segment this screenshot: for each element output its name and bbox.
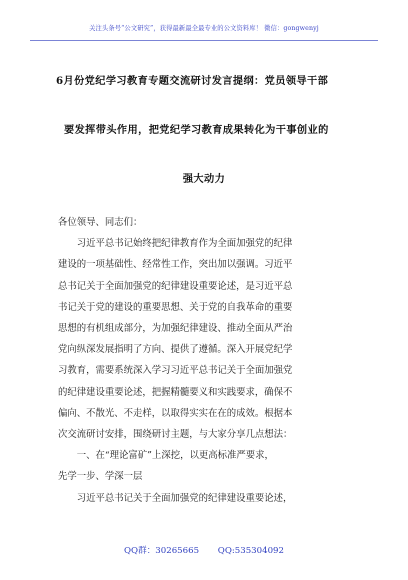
footer-contact — [0, 544, 408, 556]
document-title-line-3: 强大动力 — [182, 173, 226, 185]
body-line: 的纪律建设重要论述，把握精髓要义和实践要求，确保不 — [58, 386, 293, 398]
body-line: 思想的有机组成部分，为加强纪律建设、推动全面从严治 — [58, 323, 293, 335]
section-heading-line: 一、在“理论富矿”上深挖，以更高标准严要求， — [58, 450, 274, 462]
document-body — [58, 212, 356, 509]
body-line: 建设的一项基础性、经常性工作，突出加以强调。习近平 — [58, 259, 293, 271]
body-line: 次交流研讨安排，围绕研讨主题，与大家分享几点想法： — [58, 429, 293, 441]
document-title-line-2: 要发挥带头作用，把党纪学习教育成果转化为干事创业的 — [64, 124, 329, 136]
body-line: 书记关于党的建设的重要思想、关于党的自我革命的重要 — [58, 301, 293, 313]
body-line: 偏向、不散光、不走样，以取得实实在在的成效。根据本 — [58, 407, 293, 419]
body-line: 总书记关于全面加强党的纪律建设重要论述，是习近平总 — [58, 280, 293, 292]
footer-qq-number: QQ:535304092 — [217, 546, 284, 556]
header-divider — [30, 40, 378, 41]
header-note: 关注头条号“公文研究”，获得最新最全最专业的公文资料库！ 微信：gongwenyj — [89, 25, 319, 32]
document-title-line-1: 6月份党纪学习教育专题交流研讨发言提纲：党员领导干部 — [56, 75, 329, 87]
body-line: 习近平总书记关于全面加强党的纪律建设重要论述， — [58, 492, 293, 504]
footer-qq-group: QQ群：30265665 — [124, 546, 200, 556]
section-heading-line: 先学一步、学深一层 — [58, 471, 143, 483]
body-line: 习近平总书记始终把纪律教育作为全面加强党的纪律 — [58, 238, 293, 250]
body-line: 各位领导、同志们： — [58, 217, 143, 228]
body-line: 习教育，需要系统深入学习习近平总书记关于全面加强党 — [58, 365, 293, 377]
body-line: 党向纵深发展指明了方向、提供了遵循。深入开展党纪学 — [58, 344, 293, 356]
